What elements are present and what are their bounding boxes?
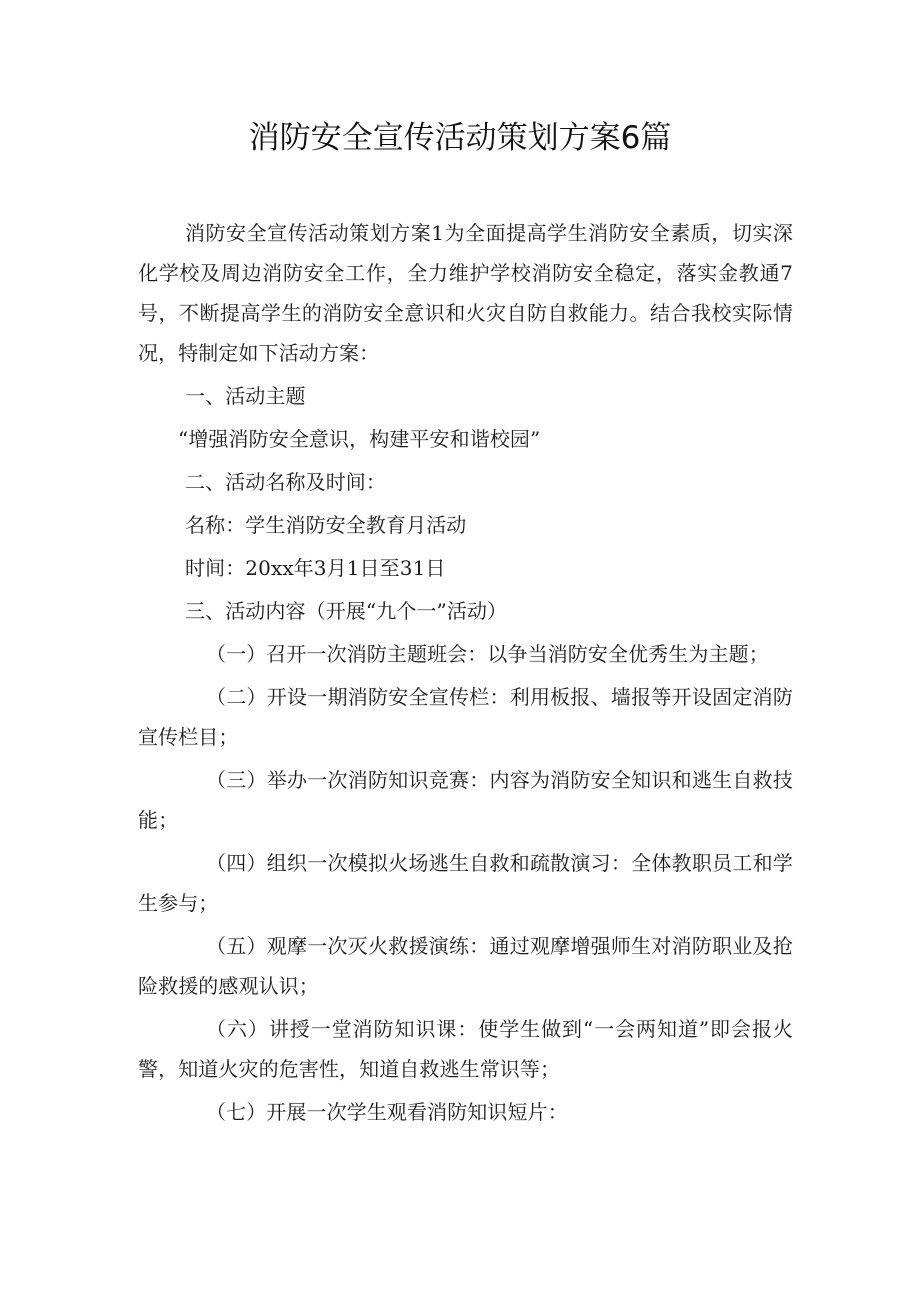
intro-paragraph: 消防安全宣传活动策划方案1为全面提高学生消防安全素质，切实深化学校及周边消防安全工作，全力维护学校消防安全稳定，落实金教通7号，不断提高学生的消防安全意识和火灾自防自救能力。结合我校实际情况，特制定如下活动方案： (138, 221, 793, 365)
content-item: （二）开设一期消防安全宣传栏：利用板报、墙报等开设固定消防宣传栏目； (138, 685, 793, 749)
content-item: （一）召开一次消防主题班会：以争当消防安全优秀生为主题； (206, 642, 769, 666)
content-item: （四）组织一次模拟火场逃生自救和疏散演习：全体教职员工和学生参与； (138, 851, 793, 915)
activity-time-line: 时间：20xx年3月1日至31日 (185, 556, 446, 580)
content-item: （六）讲授一堂消防知识课：使学生做到“一会两知道”即会报火警，知道火灾的危害性，知道自救逃生常识等； (138, 1017, 793, 1081)
content-item: （五）观摩一次灭火救援演练：通过观摩增强师生对消防职业及抢险救援的感观认识； (138, 934, 793, 998)
section-heading-name-time: 二、活动名称及时间： (185, 470, 386, 494)
document-body (138, 213, 793, 1132)
section-heading-content: 三、活动内容（开展“九个一”活动） (185, 599, 508, 623)
theme-quote: “增强消防安全意识，构建平安和谐校园” (178, 427, 541, 451)
activity-name-line: 名称：学生消防安全教育月活动 (185, 513, 467, 537)
document-title: 消防安全宣传活动策划方案6篇 (248, 120, 672, 156)
content-item: （七）开展一次学生观看消防知识短片： (206, 1100, 568, 1124)
content-item: （三）举办一次消防知识竞赛：内容为消防安全知识和逃生自救技能； (138, 768, 793, 832)
section-heading-theme: 一、活动主题 (185, 384, 306, 408)
